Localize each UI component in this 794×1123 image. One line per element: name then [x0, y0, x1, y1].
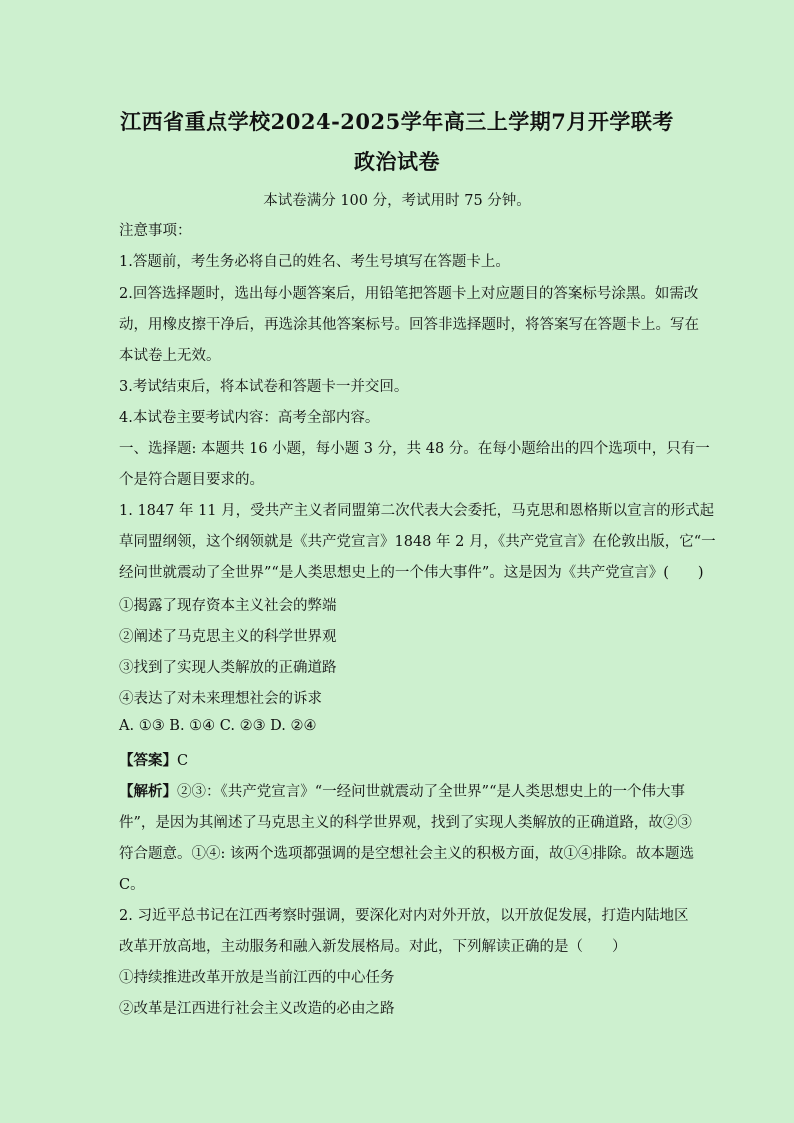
q1-option-3: ③找到了实现人类解放的正确道路 [119, 660, 337, 676]
section-1-line-1: 一、选择题: 本题共 16 小题，每小题 3 分，共 48 分。在每小题给出的四个选项中，只有一 [119, 441, 710, 457]
q2-stem-line-1: 2. 习近平总书记在江西考察时强调，要深化对内对外开放，以开放促发展，打造内陆地区 [119, 908, 689, 924]
note-1: 1.答题前，考生务必将自己的姓名、考生号填写在答题卡上。 [119, 254, 510, 270]
q2-stem-line-2: 改革开放高地，主动服务和融入新发展格局。对此，下列解读正确的是（ ） [119, 939, 627, 955]
exam-info: 本试卷满分 100 分，考试用时 75 分钟。 [263, 193, 531, 209]
q1-analysis-line-2: 件”，是因为其阐述了马克思主义的科学世界观，找到了实现人类解放的正确道路，故②③ [119, 815, 692, 831]
q1-analysis-line-3: 符合题意。①④: 该两个选项都强调的是空想社会主义的积极方面，故①④排除。故本题选 [119, 846, 694, 862]
q1-analysis-line-1 [119, 780, 685, 801]
q1-option-2: ②阐述了马克思主义的科学世界观 [119, 629, 337, 645]
note-3: 3.考试结束后，将本试卷和答题卡一并交回。 [119, 379, 409, 395]
answer-value: C [177, 753, 189, 769]
note-4: 4.本试卷主要考试内容：高考全部内容。 [119, 410, 380, 426]
q1-analysis-line-4: C。 [119, 877, 145, 893]
notes-heading: 注意事项： [119, 223, 192, 239]
analysis-label: 【解析】 [119, 783, 177, 800]
note-2-line-2: 动，用橡皮擦干净后，再选涂其他答案标号。回答非选择题时，将答案写在答题卡上。写在 [119, 317, 699, 333]
q1-stem-line-2: 草同盟纲领，这个纲领就是《共产党宣言》1848 年 2 月，《共产党宣言》在伦敦出版，它“一 [119, 534, 716, 550]
q1-option-4: ④表达了对未来理想社会的诉求 [119, 691, 322, 707]
document-title: 江西省重点学校2024-2025学年高三上学期7月开学联考 [120, 109, 674, 134]
q1-answer [119, 749, 188, 770]
note-2-line-3: 本试卷上无效。 [119, 348, 221, 364]
analysis-text: ②③：《共产党宣言》“一经问世就震动了全世界”“是人类思想史上的一个伟大事 [177, 784, 685, 800]
note-2-line-1: 2.回答选择题时，选出每小题答案后，用铅笔把答题卡上对应题目的答案标号涂黑。如需改 [119, 286, 699, 302]
answer-label: 【答案】 [119, 752, 177, 769]
q1-stem-line-1: 1. 1847 年 11 月，受共产主义者同盟第二次代表大会委托，马克思和恩格斯以宣言的形式起 [119, 503, 715, 519]
q1-stem-line-3: 经问世就震动了全世界”“是人类思想史上的一个伟大事件”。这是因为《共产党宣言》( ) [119, 565, 704, 581]
document-subtitle: 政治试卷 [354, 149, 440, 174]
section-1-line-2: 个是符合题目要求的。 [119, 472, 264, 488]
q2-option-2: ②改革是江西进行社会主义改造的必由之路 [119, 1001, 395, 1017]
q2-option-1: ①持续推进改革开放是当前江西的中心任务 [119, 970, 395, 986]
q1-option-1: ①揭露了现存资本主义社会的弊端 [119, 598, 337, 614]
q1-choices: A. ①③ B. ①④ C. ②③ D. ②④ [119, 718, 317, 734]
